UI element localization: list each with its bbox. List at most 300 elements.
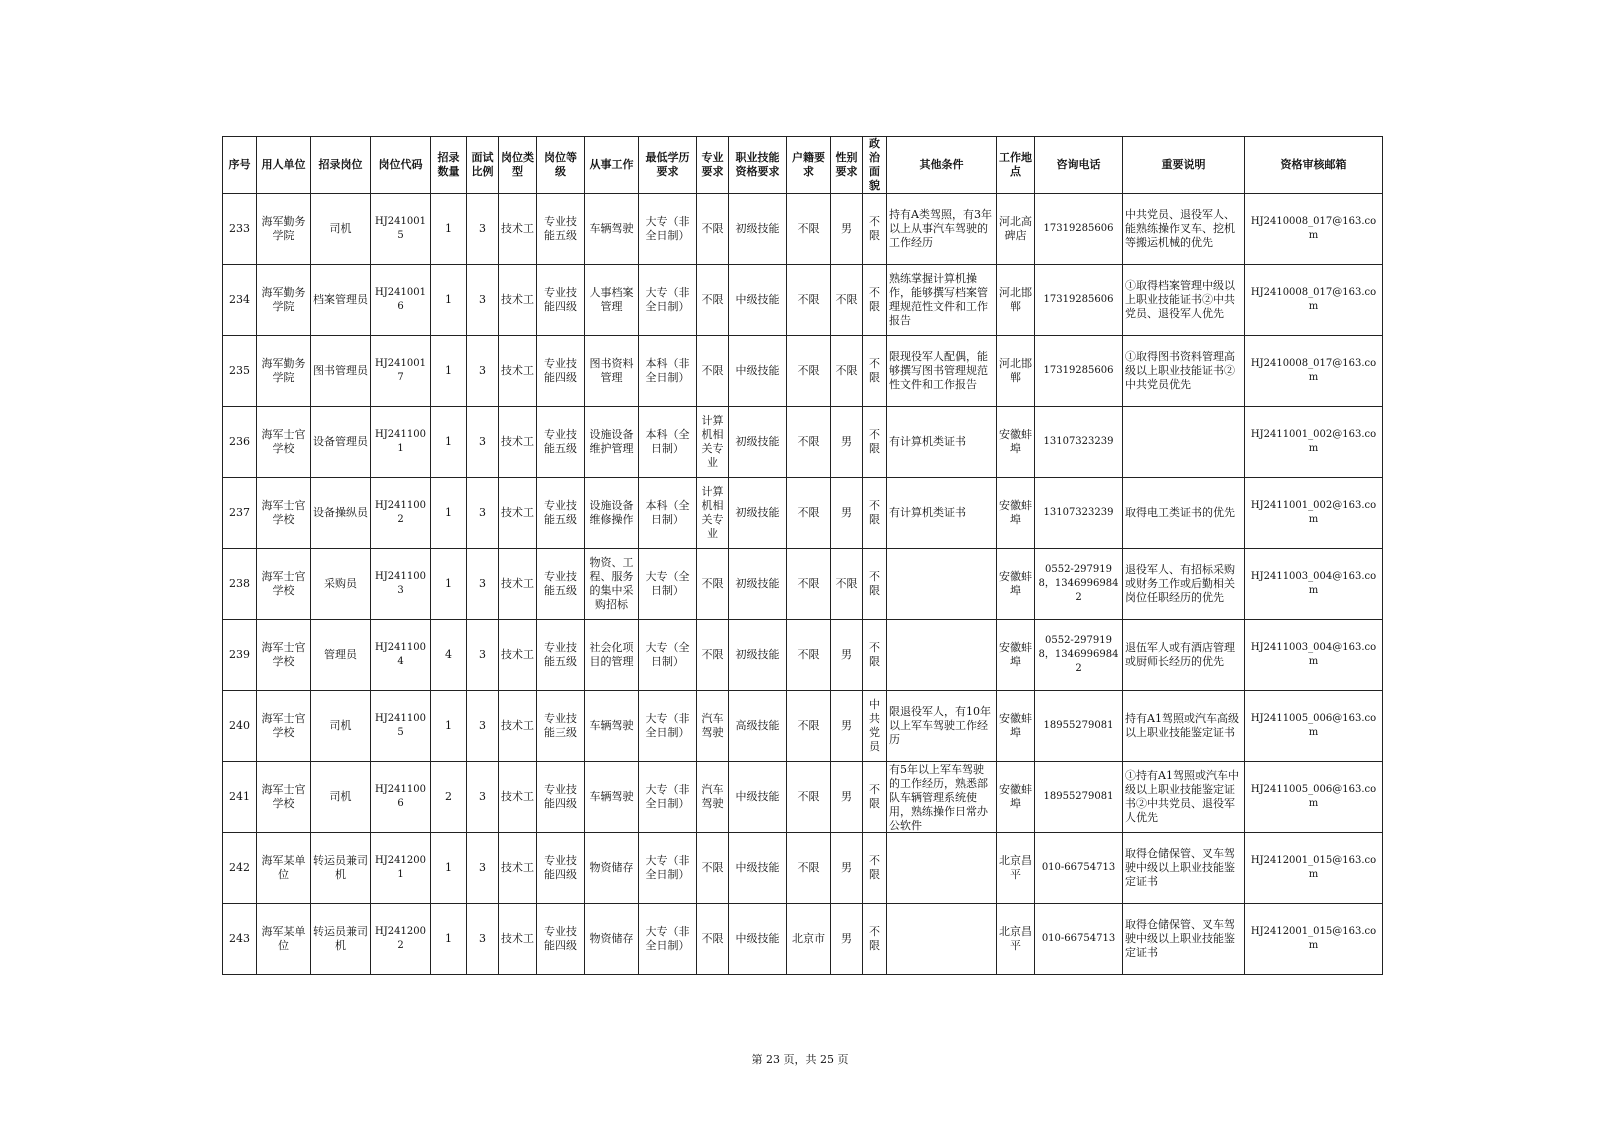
cell-text: HJ2411003_004@163.com	[1250, 571, 1377, 596]
table-cell	[729, 904, 787, 975]
table-cell	[499, 478, 537, 549]
cell-text: 安徽蚌埠	[999, 499, 1032, 526]
column-header: 重要说明	[1123, 137, 1245, 194]
table-cell	[1035, 904, 1123, 975]
cell-text: 不限	[701, 293, 724, 306]
table-cell	[1245, 194, 1383, 265]
cell-text: 海军士官学校	[261, 783, 306, 810]
cell-text: 不限	[797, 293, 820, 306]
table-cell	[585, 620, 639, 691]
cell-text: 高级技能	[735, 719, 780, 732]
cell-text: 3	[479, 719, 486, 732]
table-cell	[639, 265, 697, 336]
cell-text: 司机	[329, 222, 352, 235]
cell-text: 计算机相关专业	[701, 414, 724, 469]
cell-text: 设施设备维护管理	[589, 428, 634, 455]
cell-text: 13107323239	[1043, 507, 1114, 518]
table-cell	[697, 691, 729, 762]
table-cell	[697, 194, 729, 265]
cell-text: 专业技能五级	[544, 428, 577, 455]
cell-text: 物资、工程、服务的集中采购招标	[589, 556, 634, 611]
table-row	[223, 194, 1383, 265]
table-cell	[311, 265, 371, 336]
table-cell	[887, 336, 997, 407]
table-cell	[431, 904, 467, 975]
table-cell	[585, 336, 639, 407]
table-cell	[997, 904, 1035, 975]
cell-text: 1	[445, 932, 452, 945]
cell-text: 不限	[869, 854, 880, 881]
table-cell	[729, 691, 787, 762]
cell-text: 大专（全日制）	[645, 570, 690, 597]
column-header: 工作地点	[997, 137, 1035, 194]
cell-text: 河北邯郸	[999, 357, 1032, 384]
table-cell	[467, 904, 499, 975]
table-cell	[311, 478, 371, 549]
cell-text: 不限	[701, 222, 724, 235]
table-cell	[467, 549, 499, 620]
table-cell	[223, 407, 257, 478]
cell-text: 设施设备维修操作	[589, 499, 634, 526]
cell-text: 不限	[869, 286, 880, 313]
cell-text: 234	[229, 293, 250, 306]
cell-text: 设备操纵员	[313, 506, 368, 519]
cell-text: 中级技能	[735, 861, 780, 874]
column-header: 专业要求	[697, 137, 729, 194]
cell-text: 管理员	[324, 648, 357, 661]
table-cell	[1123, 691, 1245, 762]
table-cell	[863, 549, 887, 620]
table-cell	[467, 194, 499, 265]
table-cell	[863, 336, 887, 407]
table-cell	[431, 549, 467, 620]
table-cell	[729, 833, 787, 904]
cell-text: 安徽蚌埠	[999, 428, 1032, 455]
table-cell	[887, 833, 997, 904]
table-cell	[729, 549, 787, 620]
cell-text: 河北邯郸	[999, 286, 1032, 313]
cell-text: HJ2411002	[375, 500, 426, 525]
cell-text: 3	[479, 648, 486, 661]
table-row	[223, 833, 1383, 904]
cell-text: 初级技能	[735, 222, 780, 235]
table-cell	[311, 407, 371, 478]
cell-text: 海军士官学校	[261, 499, 306, 526]
table-cell	[499, 549, 537, 620]
table-cell	[1245, 336, 1383, 407]
cell-text: 安徽蚌埠	[999, 712, 1032, 739]
cell-text: 3	[479, 293, 486, 306]
table-cell	[1245, 265, 1383, 336]
cell-text: 不限	[869, 783, 880, 810]
cell-text: 安徽蚌埠	[999, 641, 1032, 668]
column-header: 岗位等级	[537, 137, 585, 194]
cell-text: 司机	[329, 719, 352, 732]
table-cell	[787, 691, 831, 762]
table-cell	[787, 762, 831, 833]
table-cell	[639, 620, 697, 691]
table-cell	[831, 478, 863, 549]
cell-text: 不限	[701, 577, 724, 590]
table-cell	[1035, 549, 1123, 620]
table-cell	[585, 762, 639, 833]
table-cell	[223, 833, 257, 904]
table-cell	[499, 407, 537, 478]
table-cell	[1245, 904, 1383, 975]
cell-text: 本科（全日制）	[645, 428, 690, 455]
cell-text: 退伍军人或有酒店管理或厨师长经历的优先	[1125, 641, 1235, 668]
table-cell	[831, 620, 863, 691]
cell-text: 取得仓储保管、叉车驾驶中级以上职业技能鉴定证书	[1125, 847, 1235, 888]
table-cell	[831, 762, 863, 833]
cell-text: 4	[445, 648, 452, 661]
table-cell	[697, 478, 729, 549]
table-cell	[371, 691, 431, 762]
cell-text: 大专（非全日制）	[645, 215, 690, 242]
cell-text: 初级技能	[735, 435, 780, 448]
column-header: 性别要求	[831, 137, 863, 194]
cell-text: 18955279081	[1043, 791, 1114, 802]
table-cell	[1035, 194, 1123, 265]
cell-text: 限退役军人，有10年以上军车驾驶工作经历	[889, 705, 991, 746]
table-cell	[1035, 407, 1123, 478]
cell-text: 不限	[797, 364, 820, 377]
page-number-footer: 第 23 页，共 25 页	[751, 1053, 849, 1066]
cell-text: 3	[479, 435, 486, 448]
column-header: 用人单位	[257, 137, 311, 194]
table-cell	[887, 478, 997, 549]
cell-text: HJ2411001_002@163.com	[1250, 500, 1377, 525]
table-cell	[1035, 265, 1123, 336]
cell-text: 人事档案管理	[589, 286, 634, 313]
cell-text: 北京昌平	[999, 925, 1032, 952]
cell-text: 图书资料管理	[589, 357, 634, 384]
table-cell	[467, 407, 499, 478]
table-cell	[1123, 336, 1245, 407]
column-header: 资格审核邮箱	[1245, 137, 1383, 194]
column-header: 户籍要求	[787, 137, 831, 194]
table-cell	[431, 833, 467, 904]
table-cell	[831, 904, 863, 975]
cell-text: 技术工	[501, 932, 534, 945]
cell-text: HJ2411004	[375, 642, 426, 667]
cell-text: 0552-2979198，13469969842	[1038, 564, 1119, 603]
table-cell	[863, 762, 887, 833]
cell-text: 技术工	[501, 506, 534, 519]
table-row	[223, 265, 1383, 336]
cell-text: 车辆驾驶	[589, 790, 634, 803]
cell-text: 专业技能三级	[544, 712, 577, 739]
table-cell	[787, 904, 831, 975]
table-cell	[257, 833, 311, 904]
cell-text: 海军某单位	[261, 854, 306, 881]
cell-text: HJ2412001_015@163.com	[1250, 855, 1377, 880]
cell-text: HJ2410008_017@163.com	[1250, 358, 1377, 383]
table-cell	[257, 336, 311, 407]
table-row	[223, 620, 1383, 691]
cell-text: 不限	[797, 790, 820, 803]
cell-text: 3	[479, 577, 486, 590]
cell-text: 1	[445, 506, 452, 519]
table-cell	[223, 265, 257, 336]
table-cell	[431, 336, 467, 407]
cell-text: 技术工	[501, 719, 534, 732]
table-cell	[537, 904, 585, 975]
cell-text: 专业技能四级	[544, 925, 577, 952]
table-cell	[639, 194, 697, 265]
cell-text: 海军勤务学院	[261, 357, 306, 384]
table-cell	[1123, 904, 1245, 975]
table-cell	[831, 407, 863, 478]
table-cell	[1245, 478, 1383, 549]
table-cell	[831, 194, 863, 265]
cell-text: 大专（非全日制）	[645, 925, 690, 952]
cell-text: 1	[445, 435, 452, 448]
table-cell	[585, 833, 639, 904]
table-cell	[257, 904, 311, 975]
table-cell	[697, 336, 729, 407]
cell-text: 男	[841, 435, 852, 448]
table-cell	[223, 336, 257, 407]
cell-text: 海军勤务学院	[261, 286, 306, 313]
cell-text: 3	[479, 364, 486, 377]
table-cell	[223, 620, 257, 691]
cell-text: 初级技能	[735, 506, 780, 519]
cell-text: 男	[841, 506, 852, 519]
table-cell	[537, 833, 585, 904]
cell-text: 转运员兼司机	[313, 925, 368, 952]
table-cell	[1035, 833, 1123, 904]
table-cell	[467, 833, 499, 904]
table-row	[223, 336, 1383, 407]
cell-text: 持有A1驾照或汽车高级以上职业技能鉴定证书	[1125, 712, 1239, 739]
cell-text: 专业技能四级	[544, 357, 577, 384]
table-cell	[431, 265, 467, 336]
cell-text: 3	[479, 932, 486, 945]
table-cell	[787, 265, 831, 336]
table-cell	[887, 549, 997, 620]
table-cell	[1245, 549, 1383, 620]
cell-text: 不限	[835, 577, 858, 590]
cell-text: 技术工	[501, 790, 534, 803]
cell-text: 不限	[701, 861, 724, 874]
table-cell	[863, 691, 887, 762]
cell-text: 18955279081	[1043, 720, 1114, 731]
table-cell	[537, 620, 585, 691]
table-cell	[431, 478, 467, 549]
table-cell	[431, 620, 467, 691]
cell-text: 241	[229, 790, 250, 803]
table-cell	[787, 407, 831, 478]
column-header: 招录数量	[431, 137, 467, 194]
cell-text: 男	[841, 719, 852, 732]
cell-text: 限现役军人配偶，能够撰写图书管理规范性文件和工作报告	[889, 350, 988, 391]
table-cell	[997, 762, 1035, 833]
cell-text: 档案管理员	[313, 293, 368, 306]
table-cell	[537, 194, 585, 265]
table-cell	[223, 478, 257, 549]
cell-text: 海军勤务学院	[261, 215, 306, 242]
cell-text: 中级技能	[735, 790, 780, 803]
table-cell	[1123, 833, 1245, 904]
table-cell	[585, 265, 639, 336]
table-cell	[639, 833, 697, 904]
column-header: 最低学历要求	[639, 137, 697, 194]
table-cell	[537, 762, 585, 833]
cell-text: 有计算机类证书	[889, 506, 966, 519]
cell-text: 计算机相关专业	[701, 485, 724, 540]
table-cell	[787, 833, 831, 904]
table-cell	[431, 194, 467, 265]
cell-text: 北京市	[792, 932, 825, 945]
table-cell	[787, 620, 831, 691]
table-cell	[887, 904, 997, 975]
table-cell	[499, 691, 537, 762]
table-cell	[997, 691, 1035, 762]
table-cell	[371, 265, 431, 336]
table-cell	[1035, 691, 1123, 762]
column-header: 职业技能资格要求	[729, 137, 787, 194]
table-cell	[311, 691, 371, 762]
cell-text: 熟练掌握计算机操作，能够撰写档案管理规范性文件和工作报告	[889, 272, 988, 327]
cell-text: 不限	[797, 506, 820, 519]
table-cell	[537, 336, 585, 407]
table-cell	[997, 407, 1035, 478]
table-cell	[371, 407, 431, 478]
table-cell	[585, 549, 639, 620]
cell-text: 3	[479, 506, 486, 519]
table-cell	[537, 407, 585, 478]
cell-text: HJ2411005_006@163.com	[1250, 784, 1377, 809]
table-cell	[697, 265, 729, 336]
cell-text: 239	[229, 648, 250, 661]
table-cell	[223, 691, 257, 762]
table-cell	[311, 336, 371, 407]
table-cell	[257, 194, 311, 265]
table-cell	[257, 478, 311, 549]
cell-text: 专业技能四级	[544, 286, 577, 313]
table-cell	[997, 833, 1035, 904]
table-cell	[831, 265, 863, 336]
cell-text: 240	[229, 719, 250, 732]
cell-text: 专业技能四级	[544, 783, 577, 810]
table-cell	[787, 549, 831, 620]
cell-text: 技术工	[501, 577, 534, 590]
table-cell	[537, 549, 585, 620]
cell-text: HJ2412001	[375, 855, 426, 880]
table-cell	[585, 194, 639, 265]
cell-text: 不限	[701, 932, 724, 945]
cell-text: 不限	[797, 648, 820, 661]
cell-text: 转运员兼司机	[313, 854, 368, 881]
cell-text: 235	[229, 364, 250, 377]
table-cell	[1035, 620, 1123, 691]
cell-text: 13107323239	[1043, 436, 1114, 447]
table-cell	[1245, 407, 1383, 478]
table-cell	[499, 265, 537, 336]
table-cell	[431, 762, 467, 833]
table-header-row	[223, 137, 1383, 194]
column-header: 岗位代码	[371, 137, 431, 194]
cell-text: 不限	[869, 357, 880, 384]
table-row	[223, 762, 1383, 833]
cell-text: 车辆驾驶	[589, 719, 634, 732]
table-cell	[887, 691, 997, 762]
cell-text: 海军某单位	[261, 925, 306, 952]
table-cell	[697, 833, 729, 904]
cell-text: 不限	[701, 364, 724, 377]
cell-text: 不限	[869, 925, 880, 952]
table-cell	[639, 336, 697, 407]
table-cell	[467, 620, 499, 691]
table-cell	[729, 336, 787, 407]
table-row	[223, 407, 1383, 478]
table-cell	[311, 549, 371, 620]
cell-text: 河北高碑店	[999, 215, 1032, 242]
table-cell	[697, 549, 729, 620]
table-cell	[831, 833, 863, 904]
cell-text: HJ2412001_015@163.com	[1250, 926, 1377, 951]
cell-text: 男	[841, 222, 852, 235]
cell-text: HJ2410008_017@163.com	[1250, 287, 1377, 312]
cell-text: 图书管理员	[313, 364, 368, 377]
cell-text: 大专（非全日制）	[645, 783, 690, 810]
cell-text: ①持有A1驾照或汽车中级以上职业技能鉴定证书②中共党员、退役军人优先	[1125, 769, 1239, 824]
cell-text: 专业技能五级	[544, 215, 577, 242]
cell-text: 0552-2979198，13469969842	[1038, 635, 1119, 674]
table-cell	[1245, 762, 1383, 833]
cell-text: 物资储存	[589, 861, 634, 874]
cell-text: 海军士官学校	[261, 641, 306, 668]
table-cell	[499, 762, 537, 833]
table-cell	[1123, 407, 1245, 478]
table-cell	[1035, 336, 1123, 407]
cell-text: 男	[841, 861, 852, 874]
table-cell	[499, 833, 537, 904]
cell-text: 车辆驾驶	[589, 222, 634, 235]
cell-text: 不限	[869, 641, 880, 668]
cell-text: 持有A类驾照，有3年以上从事汽车驾驶的工作经历	[889, 208, 992, 249]
cell-text: ①取得档案管理中级以上职业技能证书②中共党员、退役军人优先	[1125, 279, 1235, 320]
table-cell	[831, 549, 863, 620]
table-cell	[311, 833, 371, 904]
cell-text: 专业技能五级	[544, 641, 577, 668]
table-cell	[257, 549, 311, 620]
table-cell	[639, 762, 697, 833]
table-cell	[729, 407, 787, 478]
table-cell	[997, 194, 1035, 265]
table-cell	[831, 336, 863, 407]
table-cell	[787, 336, 831, 407]
table-cell	[371, 833, 431, 904]
cell-text: HJ2410017	[375, 358, 426, 383]
table-cell	[1123, 194, 1245, 265]
cell-text: 不限	[797, 435, 820, 448]
table-cell	[887, 265, 997, 336]
cell-text: 专业技能五级	[544, 570, 577, 597]
table-cell	[1035, 478, 1123, 549]
cell-text: 3	[479, 790, 486, 803]
cell-text: 1	[445, 222, 452, 235]
table-cell	[639, 407, 697, 478]
table-cell	[997, 265, 1035, 336]
table-cell	[467, 762, 499, 833]
cell-text: 男	[841, 932, 852, 945]
table-cell	[499, 336, 537, 407]
table-cell	[257, 265, 311, 336]
cell-text: 物资储存	[589, 932, 634, 945]
table-cell	[1245, 691, 1383, 762]
